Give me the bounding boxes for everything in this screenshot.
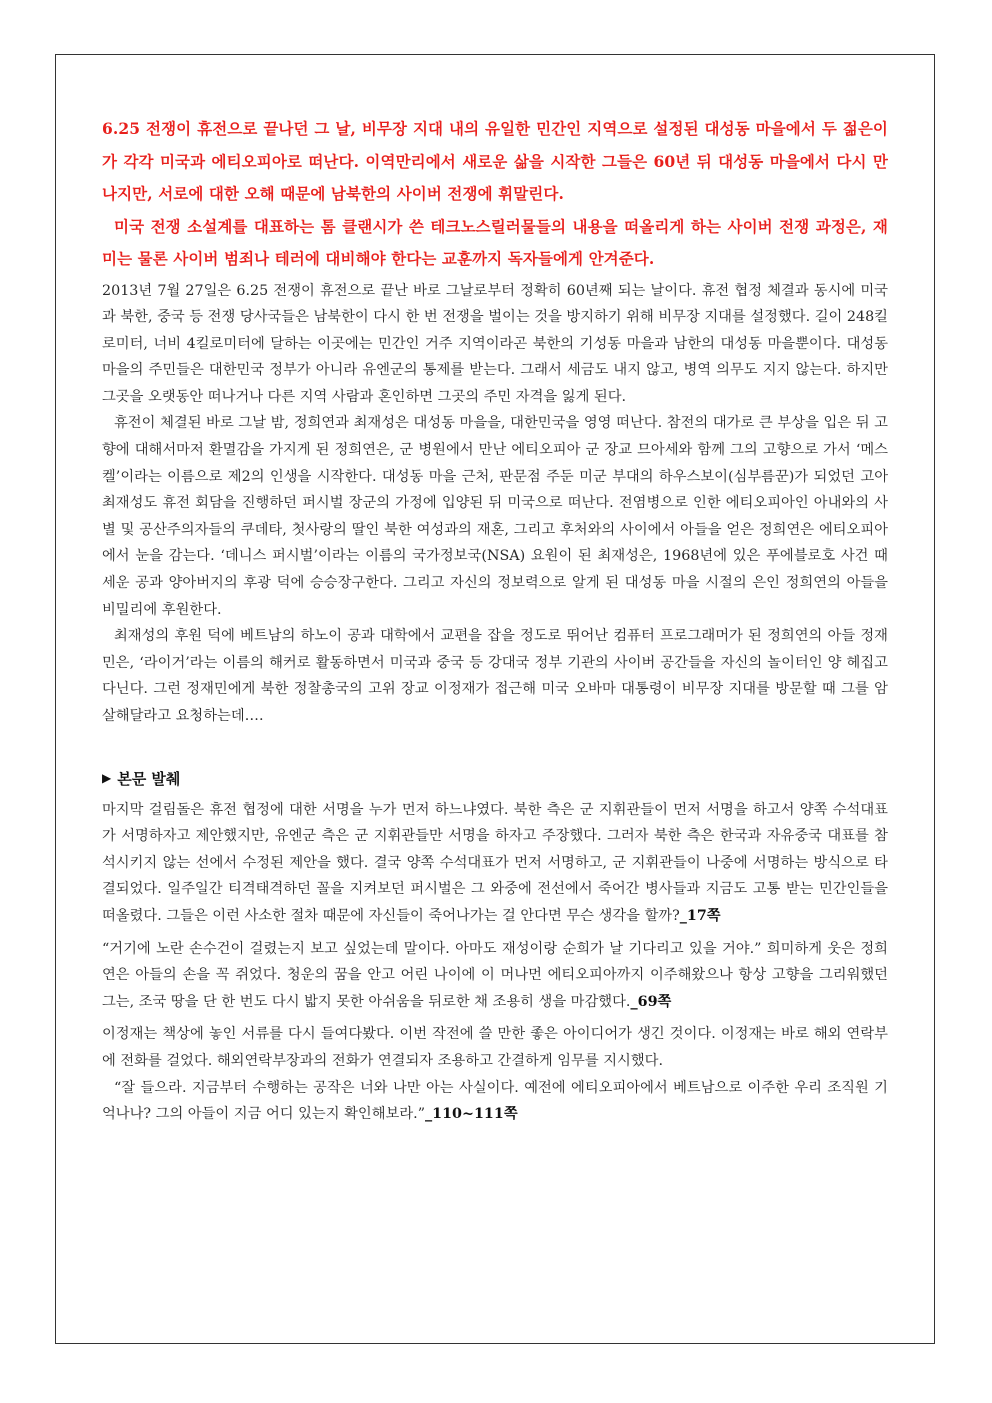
excerpt-paragraph — [102, 1021, 888, 1074]
excerpt-text: 이정재는 책상에 놓인 서류를 다시 들여다봤다. 이번 작전에 쓸 만한 좋은 아이디어가 생긴 것이다. 이정재는 바로 해외 연락부에 전화를 걸었다. 해외연락부장과의 전화가 연결되자 조용하고 간결하게 임무를 지시했다. — [102, 1026, 888, 1069]
excerpt-paragraph — [102, 1075, 888, 1128]
excerpt-paragraph — [102, 936, 888, 1016]
content — [102, 113, 888, 1134]
excerpt-text: “잘 들으라. 지금부터 수행하는 공작은 너와 나만 아는 사실이다. 예전에 에티오피아에서 베트남으로 이주한 우리 조직원 기억나나? 그의 아들이 지금 어디 있는지 확인해보라.” — [102, 1079, 888, 1123]
page-ref: _17쪽 — [679, 907, 721, 924]
excerpt-paragraph — [102, 797, 888, 930]
section-heading — [102, 768, 888, 789]
page-ref: _69쪽 — [630, 993, 672, 1010]
page-ref: _110~111쪽 — [425, 1106, 518, 1123]
synopsis-paragraph: 2013년 7월 27일은 6.25 전쟁이 휴전으로 끝난 바로 그날로부터 정확히 60년째 되는 날이다. 휴전 협정 체결과 동시에 미국과 북한, 중국 등 전쟁 당사국들은 남북한이 다시 한 번 전쟁을 벌이는 것을 방지하기 위해 비무장 지대를 설정했다. 길이 248킬로미터, 너비 4킬로미터에 달하는 이곳에는 민간인 거주 지역이라곤 북한의 기성동 마을과 남한의 대성동 마을뿐이다. 대성동 마을의 주민들은 대한민국 정부가 아니라 유엔군의 통제를 받는다. 그래서 세금도 내지 않고, 병역 의무도 지지 않는다. 하지만 그곳을 오랫동안 떠나거나 다른 지역 사람과 혼인하면 그곳의 주민 자격을 잃게 된다. — [102, 282, 888, 405]
lead-paragraph: 미국 전쟁 소설계를 대표하는 톰 클랜시가 쓴 테크노스릴러물들의 내용을 떠올리게 하는 사이버 전쟁 과정은, 재미는 물론 사이버 범죄나 테러에 대비해야 한다는 교훈까지 독자들에게 안겨준다. — [102, 216, 888, 268]
lead-paragraph: 6.25 전쟁이 휴전으로 끝나던 그 날, 비무장 지대 내의 유일한 민간인 지역으로 설정된 대성동 마을에서 두 젊은이가 각각 미국과 에티오피아로 떠난다. 이역만리에서 새로운 삶을 시작한 그들은 60년 뒤 대성동 마을에서 다시 만나지만, 서로에 대한 오해 때문에 남북한의 사이버 전쟁에 휘말린다. — [102, 119, 888, 203]
excerpt-text: “거기에 노란 손수건이 걸렸는지 보고 싶었는데 말이다. 아마도 재성이랑 순희가 날 기다리고 있을 거야.” 희미하게 웃은 정희연은 아들의 손을 꼭 쥐었다. 청운의 꿈을 안고 어린 나이에 이 머나먼 에티오피아까지 이주해왔으나 항상 고향을 그리워했던 그는, 조국 땅을 단 한 번도 다시 밟지 못한 아쉬움을 뒤로한 채 조용히 생을 마감했다. — [102, 940, 888, 1010]
excerpt-text: 마지막 걸림돌은 휴전 협정에 대한 서명을 누가 먼저 하느냐였다. 북한 측은 군 지휘관들이 먼저 서명을 하고서 양쪽 수석대표가 서명하자고 제안했지만, 유엔군 측은 군 지휘관들만 서명을 하자고 주장했다. 그러자 북한 측은 한국과 자유중국 대표를 참석시키지 않는 선에서 수정된 제안을 했다. 결국 양쪽 수석대표가 먼저 서명하고, 군 지휘관들이 나중에 서명하는 방식으로 타결되었다. 일주일간 티격태격하던 꼴을 지켜보던 퍼시벌은 그 와중에 전선에서 죽어간 병사들과 지금도 고통 받는 민간인들을 떠올렸다. 그들은 이런 사소한 절차 때문에 자신들이 죽어나가는 걸 안다면 무슨 생각을 할까? — [102, 801, 888, 924]
triangle-bullet-icon: ▶ — [102, 771, 112, 786]
section-title: 본문 발췌 — [117, 769, 181, 788]
synopsis-paragraph: 최재성의 후원 덕에 베트남의 하노이 공과 대학에서 교편을 잡을 정도로 뛰어난 컴퓨터 프로그래머가 된 정희연의 아들 정재민은, ‘라이거’라는 이름의 해커로 활동하면서 미국과 중국 등 강대국 정부 기관의 사이버 공간들을 자신의 놀이터인 양 헤집고 다닌다. 그런 정재민에게 북한 정찰총국의 고위 장교 이정재가 접근해 미국 오바마 대통령이 비무장 지대를 방문할 때 그를 암살해달라고 요청하는데…. — [102, 628, 888, 724]
synopsis-paragraph: 휴전이 체결된 바로 그날 밤, 정희연과 최재성은 대성동 마을을, 대한민국을 영영 떠난다. 참전의 대가로 큰 부상을 입은 뒤 고향에 대해서마저 환멸감을 가지게 된 정희연은, 군 병원에서 만난 에티오피아 군 장교 므아세와 함께 그의 고향으로 가서 ‘메스켈’이라는 이름으로 제2의 인생을 시작한다. 대성동 마을 근처, 판문점 주둔 미군 부대의 하우스보이(심부름꾼)가 되었던 고아 최재성도 휴전 회담을 진행하던 퍼시벌 장군의 가정에 입양된 뒤 미국으로 떠난다. 전염병으로 인한 에티오피아인 아내와의 사별 및 공산주의자들의 쿠데타, 첫사랑의 딸인 북한 여성과의 재혼, 그리고 후처와의 사이에서 아들을 얻은 정희연은 에티오피아에서 눈을 감는다. ‘데니스 퍼시벌’이라는 이름의 국가정보국(NSA) 요원이 된 최재성은, 1968년에 있은 푸에블로호 사건 때 세운 공과 양아버지의 후광 덕에 승승장구한다. 그리고 자신의 정보력으로 알게 된 대성동 마을 시절의 은인 정희연의 아들을 비밀리에 후원한다. — [102, 415, 888, 618]
page-frame — [55, 54, 935, 1344]
